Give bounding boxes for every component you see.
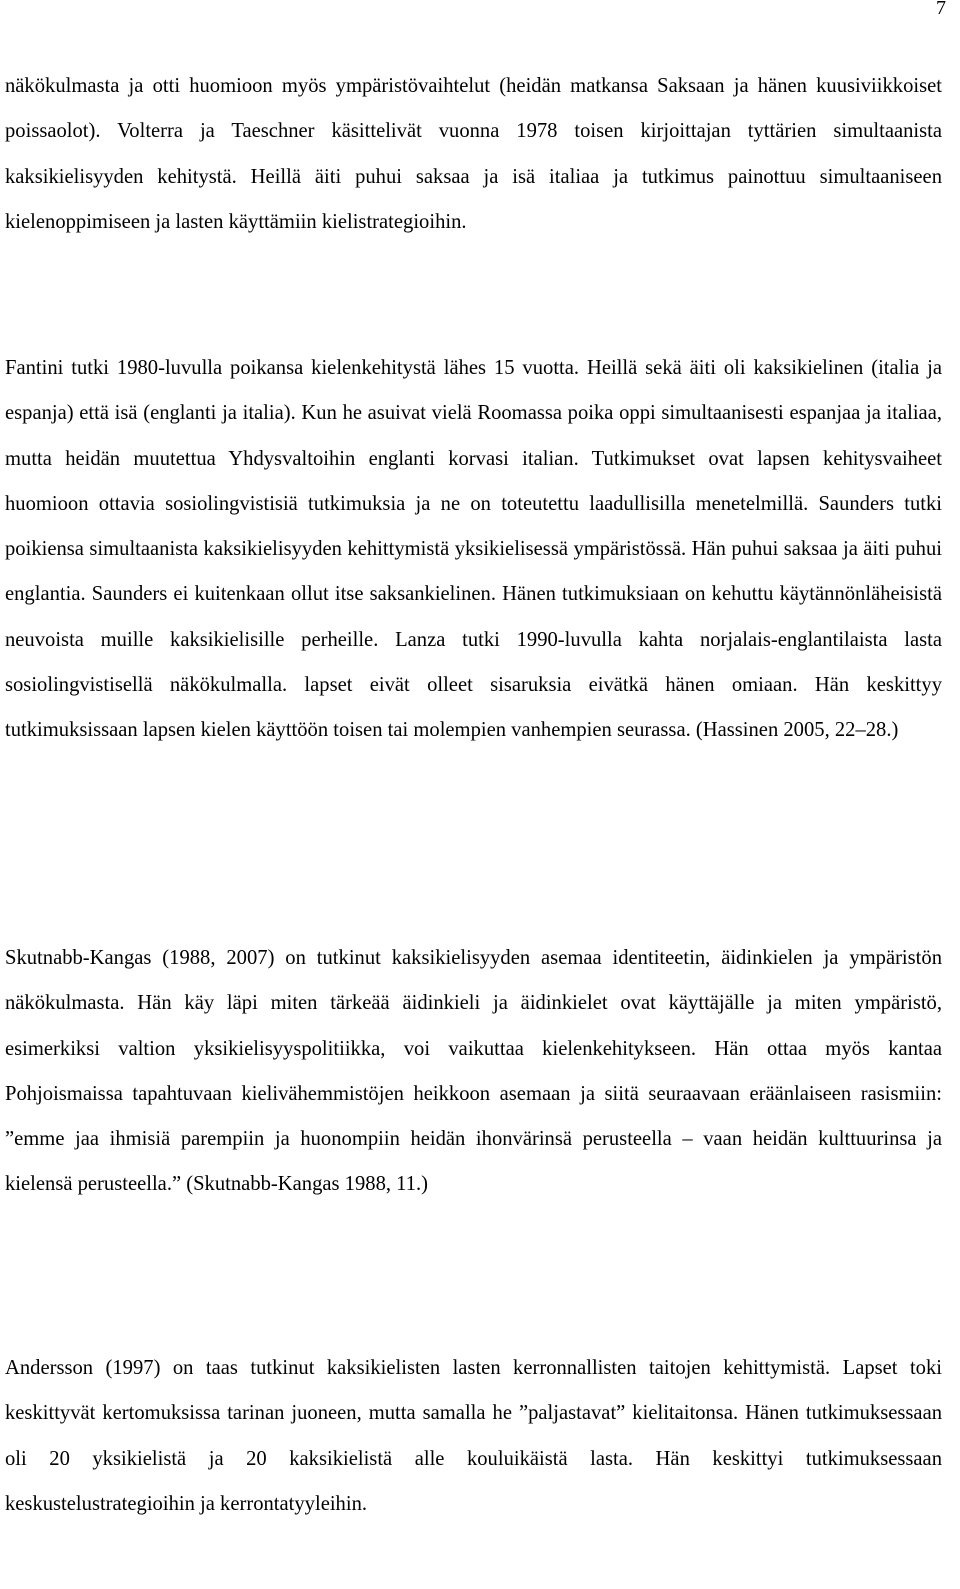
paragraph-3: Skutnabb-Kangas (1988, 2007) on tutkinut kaksikielisyyden asemaa identiteetin, äidinkielen ja ympäristön näkökulmasta. Hän käy läpi miten tärkeää äidinkieli ja äidinkielet ovat käyttäjälle ja miten ympäristö, esimerkiksi valtion yksikielisyyspolitiikka, voi vaikuttaa kielenkehitykseen. Hän ottaa myös kantaa Pohjoismaissa tapahtuvaan kielivähemmistöjen heikkoon asemaan ja siitä seuraavaan eräänlaiseen rasismiin: ”emme jaa ihmisiä parempiin ja huonompiin heidän ihonvärinsä perusteella – vaan heidän kulttuurinsa ja kielensä perusteella.” (Skutnabb-Kangas 1988, 11.): [5, 947, 942, 1196]
page-number: 7: [936, 0, 946, 19]
paragraph-1: näkökulmasta ja otti huomioon myös ympäristövaihtelut (heidän matkansa Saksaan ja hänen kuusiviikkoiset poissaolot). Volterra ja Taeschner käsittelivät vuonna 1978 toisen kirjoittajan tyttärien simultaanista kaksikielisyyden kehitystä. Heillä äiti puhui saksaa ja isä italiaa ja tutkimus painottuu simultaaniseen kielenoppimiseen ja lasten käyttämiin kielistrategioihin.: [5, 75, 942, 233]
paragraph-2: Fantini tutki 1980-luvulla poikansa kielenkehitystä lähes 15 vuotta. Heillä sekä äiti oli kaksikielinen (italia ja espanja) että isä (englanti ja italia). Kun he asuivat vielä Roomassa poika oppi simultaanisesti espanjaa ja italiaa, mutta heidän muutettua Yhdysvaltoihin englanti korvasi italian. Tutkimukset ovat lapsen kehitysvaiheet huomioon ottavia sosiolingvistisiä tutkimuksia ja ne on toteutettu laadullisilla menetelmillä. Saunders tutki poikiensa simultaanista kaksikielisyyden kehittymistä yksikielisessä ympäristössä. Hän puhui saksaa ja äiti puhui englantia. Saunders ei kuitenkaan ollut itse saksankielinen. Hänen tutkimuksiaan on kehuttu käytännönläheisistä neuvoista muille kaksikielisille perheille. Lanza tutki 1990-luvulla kahta norjalais-englantilaista lasta sosiolingvistisellä näkökulmalla. lapset eivät olleet sisaruksia eivätkä hänen omiaan. Hän keskittyy tutkimuksissaan lapsen kielen käyttöön toisen tai molempien vanhempien seurassa. (Hassinen 2005, 22–28.): [5, 357, 942, 742]
paragraph-4: Andersson (1997) on taas tutkinut kaksikielisten lasten kerronnallisten taitojen kehittymistä. Lapset toki keskittyvät kertomuksissa tarinan juoneen, mutta samalla he ”paljastavat” kielitaitonsa. Hänen tutkimuksessaan oli 20 yksikielistä ja 20 kaksikielistä alle kouluikäistä lasta. Hän keskittyi tutkimuksessaan keskustelustrategioihin ja kerrontatyyleihin.: [5, 1357, 942, 1515]
